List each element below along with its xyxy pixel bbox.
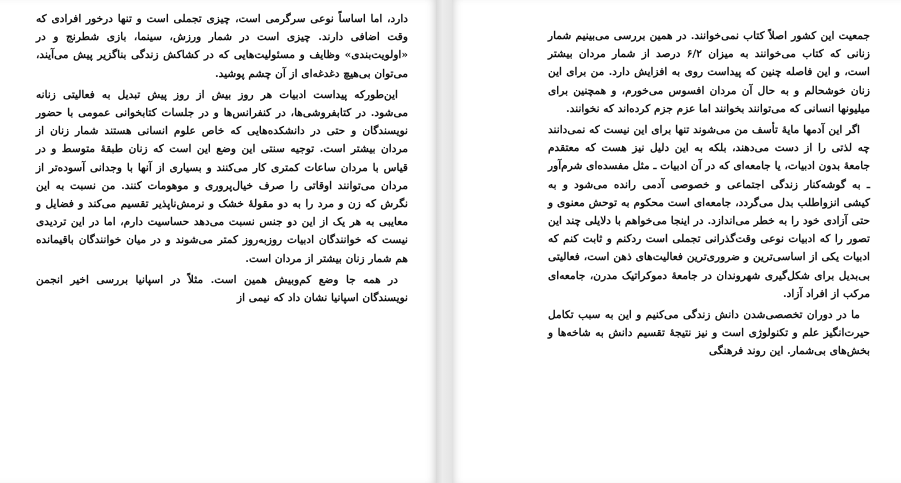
right-page-text: [548, 27, 870, 361]
paragraph: در همه جا وضع کم‌وبیش همین است. مثلاً در اسپانیا بررسی اخیر انجمن نویسندگان اسپانیا نشان داد که نیمی از: [36, 273, 408, 305]
paragraph: اگر این آدمها مایهٔ تأسف من می‌شوند تنها برای این نیست که نمی‌دانند چه لذتی را از دست می‌دهند، بلکه به این دلیل نیز هست که معتقدم جامعهٔ بدون ادبیات، یا جامعه‌ای که در آن ادبیات ـ مثل مفسده‌ای شرم‌آور ـ به گوشه‌کنار زندگی اجتماعی و خصوصی آدمی رانده می‌شود و به کیشی انزواطلب بدل می‌گردد، جامعه‌ای است محکوم به توحش معنوی و حتی آزادی خود را به خطر می‌اندازد. در اینجا می‌خواهم با دلایلی چند این تصور را که ادبیات نوعی وقت‌گذرانی تجملی است ردکنم و ثابت کنم که ادبیات یکی از اساسی‌ترین و ضروری‌ترین فعالیت‌های ذهن است، فعالیتی بی‌بدیل برای شکل‌گیری شهروندان در جامعهٔ دموکراتیک مدرن، جامعه‌ای مرکب از افراد آزاد.: [548, 124, 870, 300]
right-page: [452, 0, 901, 483]
paragraph: دارد، اما اساساً نوعی سرگرمی است، چیزی تجملی است و تنها درخور افرادی که وقت اضافی دارند. چیزی است در شمار ورزش، سینما، بازی شطرنج و در «اولویت‌بندی» وظایف و مسئولیت‌هایی که در کشاکش زندگی بناگزیر پیش می‌آیند، می‌توان بی‌هیچ دغدغه‌ای از آن چشم پوشید.: [36, 13, 408, 80]
paragraph: ما در دوران تخصصی‌شدن دانش زندگی می‌کنیم و این به سبب تکامل حیرت‌انگیز علم و تکنولوژی است و نیز نتیجهٔ تقسیم دانش به شاخه‌ها و بخش‌های بی‌شمار. این روند فرهنگی: [548, 309, 870, 358]
left-page: [0, 0, 436, 483]
page-gutter: [436, 0, 452, 483]
paragraph: جمعیت این کشور اصلاً کتاب نمی‌خوانند. در همین بررسی می‌بینیم شمار زنانی که کتاب می‌خوانند به میزان ۶/۲ درصد از شمار مردان بیشتر است، و این فاصله چنین که پیداست روی به افزایش دارد. من برای این زنان خوشحالم و به حال آن مردان افسوس می‌خورم، و همچنین برای میلیونها انسانی که می‌توانند بخوانند اما عزم جزم کرده‌اند که نخوانند.: [548, 30, 870, 115]
left-page-text: [36, 10, 408, 307]
paragraph: این‌طورکه پیداست ادبیات هر روز بیش از روز پیش تبدیل به فعالیتی زنانه می‌شود. در کتابفروشی‌ها، در کنفرانس‌ها و در جلسات کتابخوانی عمومی با حضور نویسندگان و حتی در دانشکده‌هایی که خاص علوم انسانی هستند شمار زنان از مردان بیشتر است. توجیه سنتی این وضع این است که زنان طبقهٔ متوسط و در قیاس با مردان ساعات کمتری کار می‌کنند و بسیاری از آنها با وجدانی آسوده‌تر از مردان می‌توانند اوقاتی را صرف خیال‌پروری و موهومات کنند. من نسبت به این نگرش که زن و مرد را به دو مقولهٔ خشک و نرمش‌ناپذیر تقسیم می‌کند و فضایل و معایبی به هر یک از این دو جنس نسبت می‌دهد حساسیت دارم، اما در این تردیدی نیست که خوانندگان ادبیات روزبه‌روز کمتر می‌شوند و در میان خوانندگان باقیمانده هم شمار زنان بیشتر از مردان است.: [36, 88, 409, 265]
